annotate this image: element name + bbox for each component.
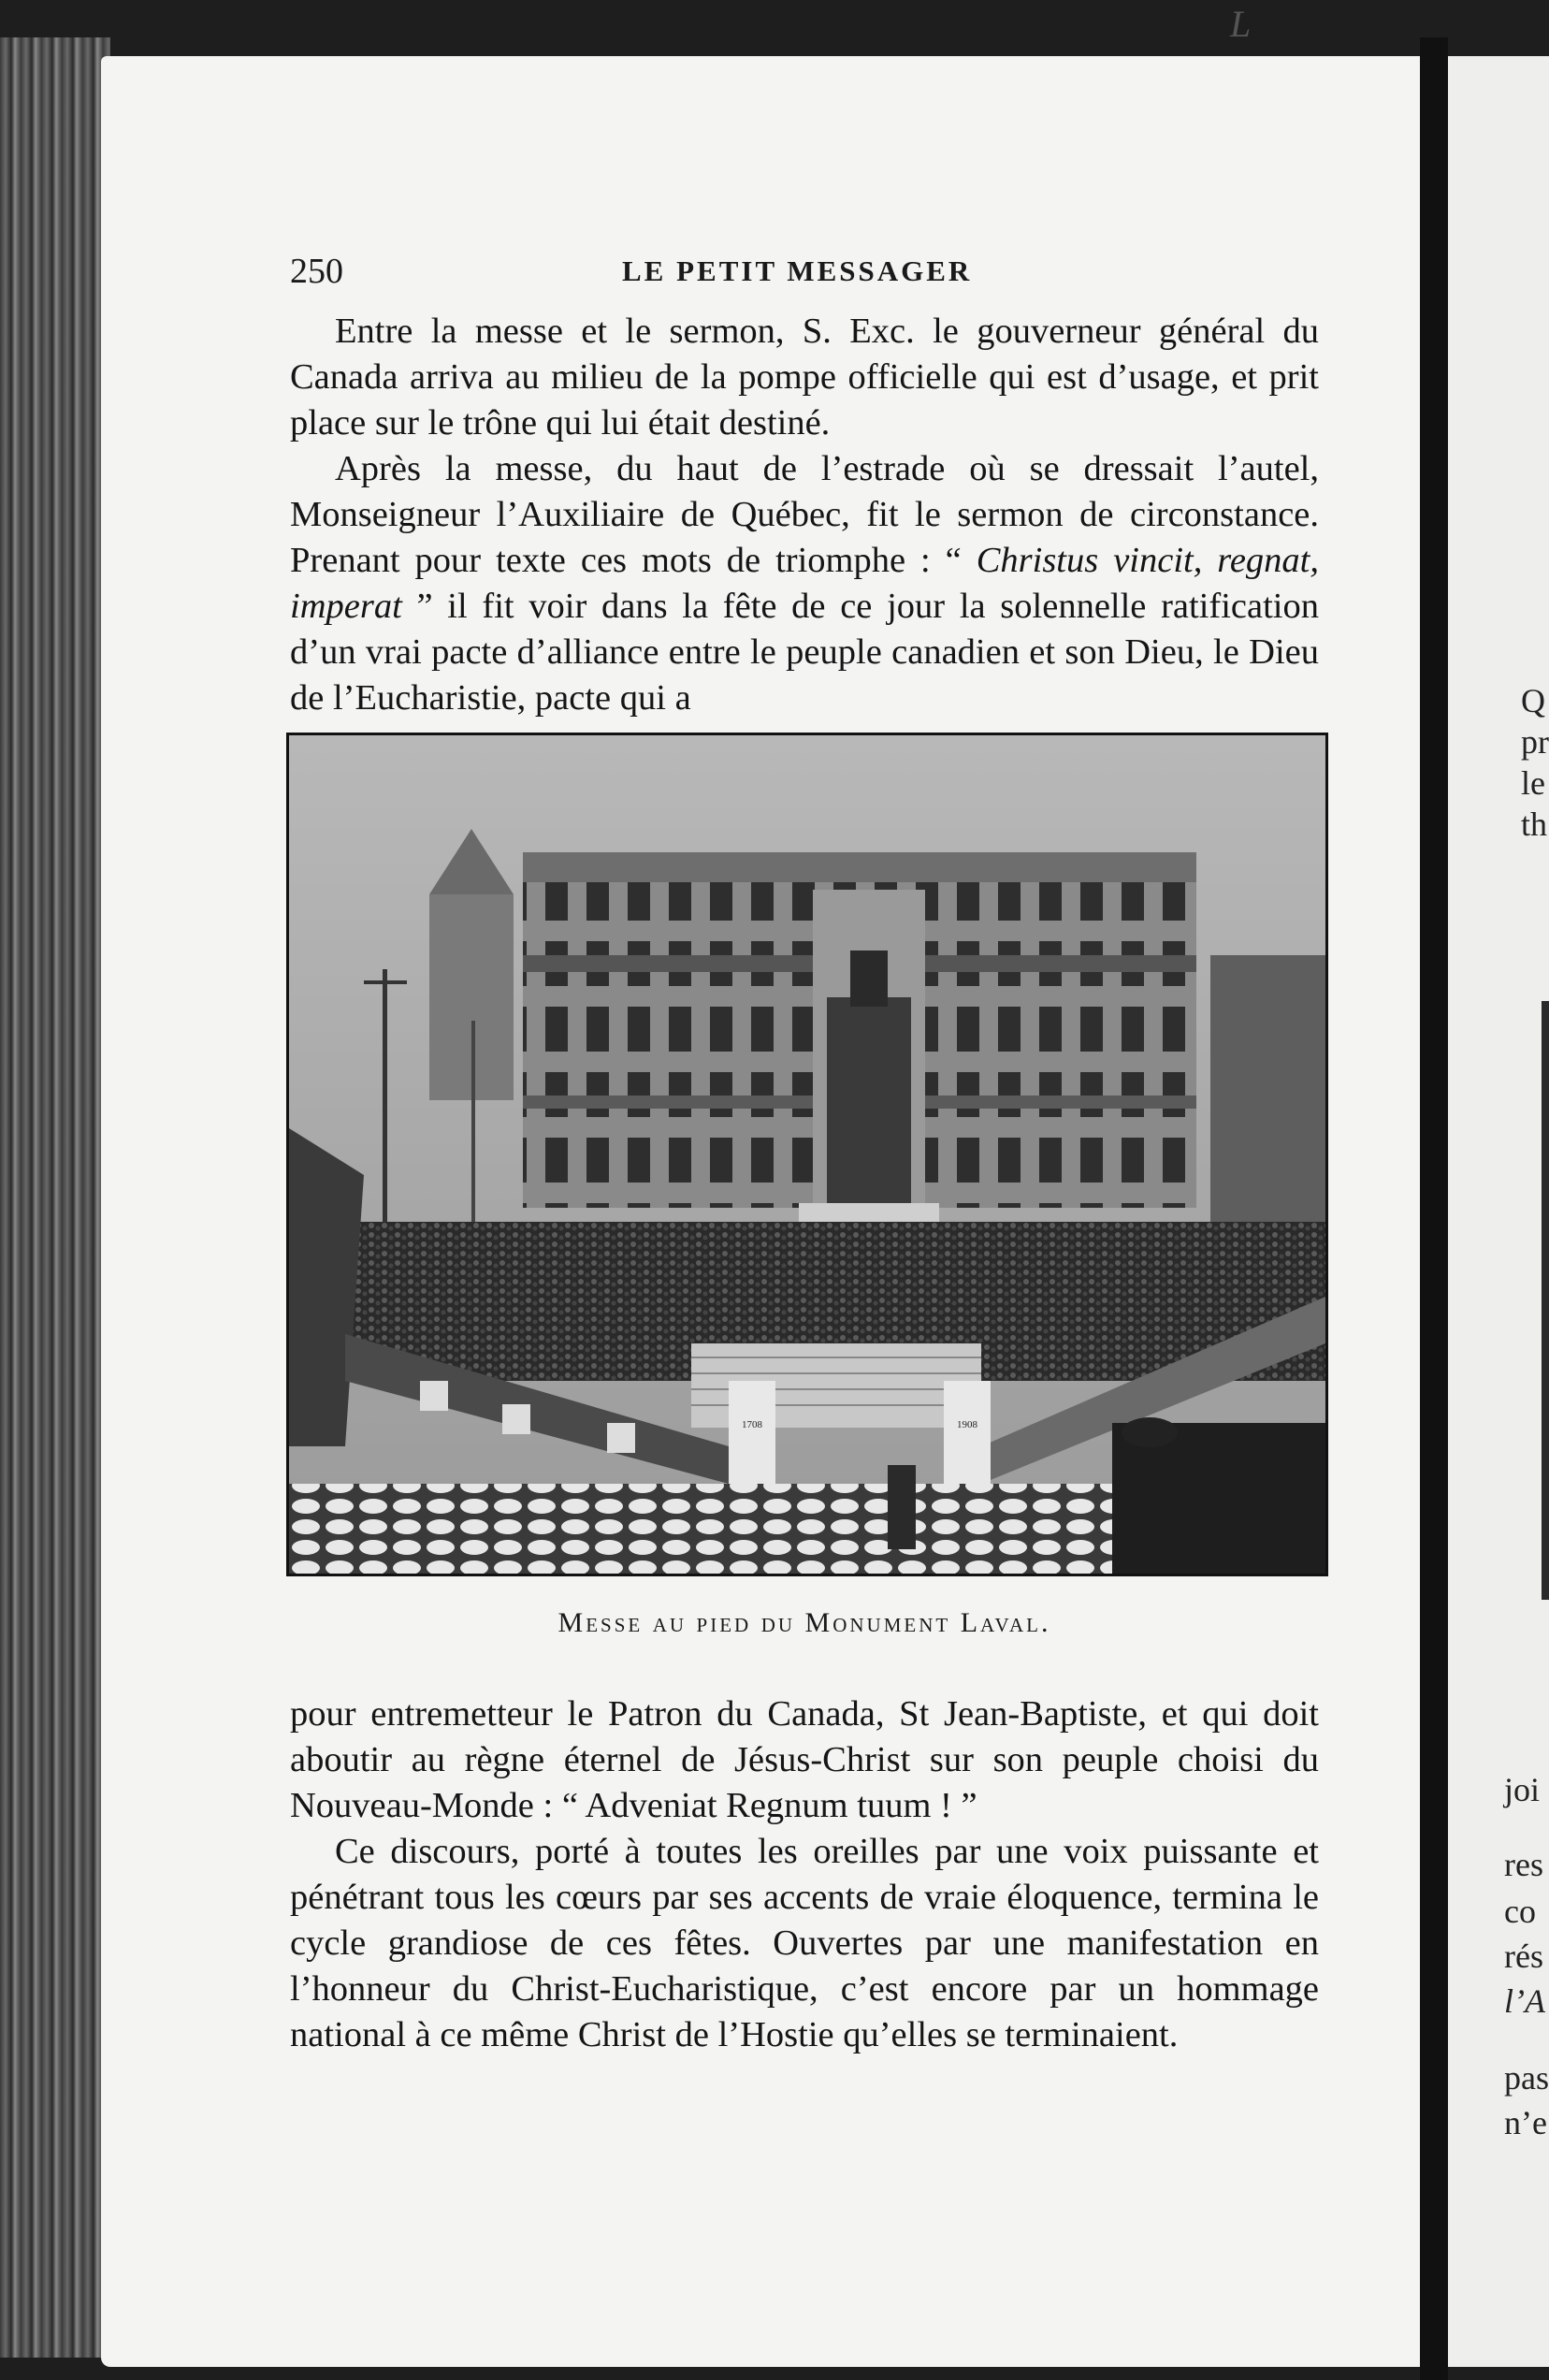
facing-line: l’A bbox=[1504, 1982, 1545, 2020]
latin-quote: Christus vincit, regnat, imperat bbox=[290, 541, 1319, 626]
top-margin-mark: L bbox=[1230, 3, 1252, 45]
facing-page-fragment bbox=[1448, 56, 1549, 2367]
facing-line: Q bbox=[1521, 682, 1545, 719]
paragraph-sermon: Après la messe, du haut de l’estrade où se dressait l’autel, Monseigneur l’Auxiliaire de Québec, fit le sermon de circonstance. Prenant pour texte ces mots de triomphe : “ Christus vincit, regnat, imperat ” il fit voir dans la fête de ce jour la solennelle ratification d’un vrai pacte d’alliance entre le peuple canadien et son Dieu, le Dieu de l’Eucharistie, pacte qui a bbox=[290, 449, 1319, 718]
facing-line: pas bbox=[1504, 2059, 1549, 2097]
paragraph-discourse: Ce discours, porté à toutes les oreilles par une voix puissante et pénétrant tous les cœurs par ses accents de vraie éloquence, termina le cycle grandiose de ces fêtes. Ouvertes par une manifestation en l’honneur du Christ-Eucharistique, c’est encore par un hommage national à ce même Christ de l’Hostie qu’elles se terminaient. bbox=[290, 1832, 1319, 2054]
text-above-figure bbox=[290, 309, 1319, 721]
photo-illustration bbox=[289, 735, 1325, 1574]
facing-line: n’e bbox=[1504, 2104, 1547, 2141]
figure-caption: Messe au pied du Monument Laval. bbox=[557, 1607, 1051, 1638]
page-number: 250 bbox=[290, 252, 343, 291]
running-head bbox=[290, 251, 1319, 298]
facing-line: rés bbox=[1504, 1937, 1543, 1975]
facing-page-image bbox=[1542, 1001, 1549, 1600]
facing-line: co bbox=[1504, 1893, 1536, 1930]
running-title: LE PETIT MESSAGER bbox=[622, 254, 973, 287]
facing-line: pr bbox=[1521, 723, 1549, 761]
book-gutter bbox=[1420, 37, 1448, 2380]
facing-line: joi bbox=[1504, 1771, 1541, 1808]
plaque-left: 1708 bbox=[742, 1419, 762, 1430]
photograph-monument-laval bbox=[286, 733, 1328, 1576]
page-edges bbox=[0, 37, 110, 2358]
paragraph-governor: Entre la messe et le sermon, S. Exc. le gouverneur général du Canada arriva au milieu de la pompe officielle qui est d’usage, et prit place sur le trône qui lui était destiné. bbox=[290, 312, 1319, 443]
plaque-right: 1908 bbox=[957, 1419, 977, 1430]
text-below-figure bbox=[290, 1691, 1319, 2058]
paragraph-continuation: pour entremetteur le Patron du Canada, St Jean-Baptiste, et qui doit aboutir au règne éternel de Jésus-Christ sur son peuple choisi du Nouveau-Monde : “ Adveniat Regnum tuum ! ” bbox=[290, 1694, 1319, 1825]
facing-line: res bbox=[1504, 1846, 1543, 1883]
facing-line: le bbox=[1521, 764, 1545, 802]
facing-line: th bbox=[1521, 805, 1548, 843]
